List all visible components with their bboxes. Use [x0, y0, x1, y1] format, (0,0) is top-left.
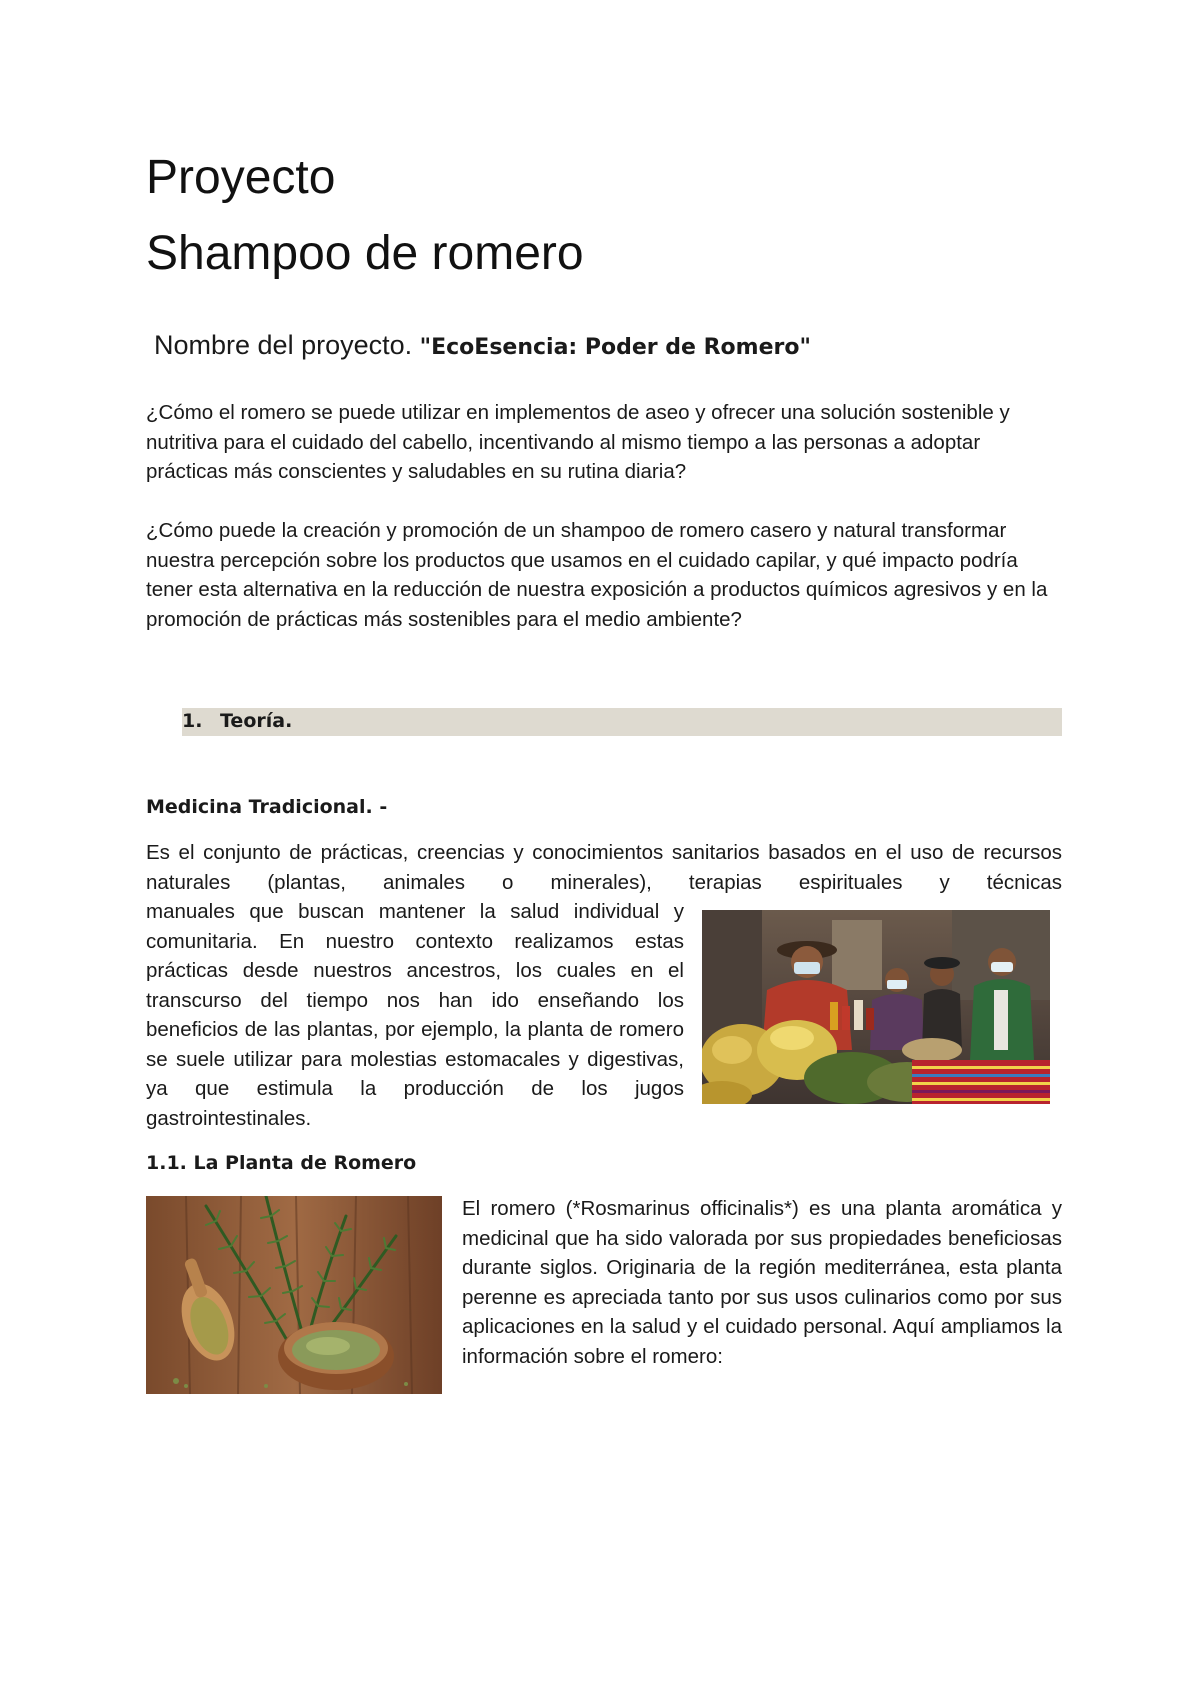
section-number: 1.	[182, 710, 203, 732]
project-name-label: Nombre del proyecto.	[154, 330, 413, 360]
traditional-market-photo	[702, 910, 1050, 1104]
guiding-question-1: ¿Cómo el romero se puede utilizar en implementos de aseo y ofrecer una solución sostenible y nutritiva para el cuidado del cabello, incentivando al mismo tiempo a las personas a adoptar prácticas más conscientes y saludables en su rutina diaria?	[146, 401, 1010, 483]
title-line-2: Shampoo de romero	[146, 227, 584, 280]
title-line-1: Proyecto	[146, 151, 336, 204]
guiding-question-2: ¿Cómo puede la creación y promoción de un shampoo de romero casero y natural transformar nuestra percepción sobre los productos que usamos en el cuidado capilar, y qué impacto podría tener esta alternativa en la reducción de nuestra exposición a productos químicos agresivos y en la promoción de prácticas más sostenibles para el medio ambiente?	[146, 519, 1048, 631]
project-name	[154, 328, 811, 365]
section-heading-theory	[182, 708, 1062, 736]
section-title: Teoría.	[220, 710, 293, 732]
romero-heading: 1.1. La Planta de Romero	[146, 1152, 417, 1174]
project-name-value: "EcoEsencia: Poder de Romero"	[419, 335, 811, 360]
medicina-heading: Medicina Tradicional. -	[146, 796, 388, 818]
medicina-text-column: manuales que buscan mantener la salud individual y comunitaria. En nuestro contexto realizamos estas prácticas desde nuestros ancestros, los cuales en el transcurso del tiempo nos han ido enseñando los beneficios de las plantas, por ejemplo, la planta de romero se suele utilizar para molestias estomacales y digestivas, ya que estimula la producción de los jugos gastrointestinales.	[146, 900, 684, 1130]
romero-text: El romero (*Rosmarinus officinalis*) es una planta aromática y medicinal que ha sido valorada por sus propiedades beneficiosas durante siglos. Originaria de la región mediterránea, esta planta perenne es apreciada tanto por sus usos culinarios como por sus aplicaciones en la salud y el cuidado personal. Aquí ampliamos la información sobre el romero:	[462, 1197, 1062, 1368]
rosemary-photo	[146, 1196, 442, 1394]
medicina-text-intro: Es el conjunto de prácticas, creencias y conocimientos sanitarios basados en el uso de recursos naturales (plantas, animales o minerales), terapias espirituales y técnicas	[146, 841, 1062, 894]
